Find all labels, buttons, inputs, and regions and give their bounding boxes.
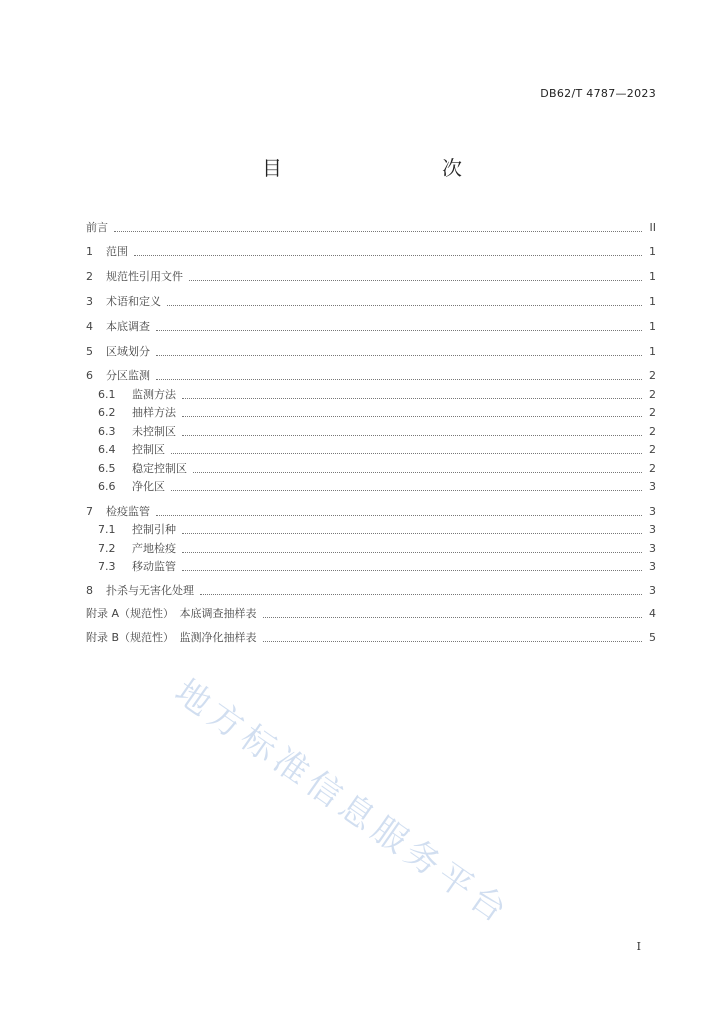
toc-leader-dots xyxy=(171,453,642,454)
toc-entry-number: 3 xyxy=(86,295,93,308)
watermark-text: 地方标准信息服务平台 xyxy=(167,671,519,934)
toc-entry-page: 3 xyxy=(649,560,656,573)
toc-entry[interactable] xyxy=(86,243,656,259)
toc-entry-label: 分区监测 xyxy=(106,369,150,382)
toc-entry-label: 控制区 xyxy=(132,443,165,456)
toc-entry-label: 前言 xyxy=(86,221,108,234)
toc-leader-dots xyxy=(193,472,642,473)
toc-entry-number: 6.3 xyxy=(98,425,116,438)
toc-entry-number: 7.3 xyxy=(98,560,116,573)
toc-entry-page: II xyxy=(649,221,656,234)
toc-entry-page: 3 xyxy=(649,584,656,597)
toc-entry[interactable] xyxy=(86,478,656,494)
toc-entry[interactable] xyxy=(86,441,656,457)
toc-entry-page: 3 xyxy=(649,480,656,493)
toc-entry-label: 控制引种 xyxy=(132,523,176,536)
toc-entry-number: 6 xyxy=(86,369,93,382)
toc-entry-page: 4 xyxy=(649,607,656,620)
toc-leader-dots xyxy=(134,255,642,256)
toc-entry-number: 7 xyxy=(86,505,93,518)
toc-entry[interactable] xyxy=(86,268,656,284)
toc-entry-number: 5 xyxy=(86,345,93,358)
toc-entry-label: 本底调查 xyxy=(106,320,150,333)
toc-entry[interactable] xyxy=(86,605,656,621)
toc-leader-dots xyxy=(182,416,642,417)
toc-leader-dots xyxy=(156,515,642,516)
toc-entry-label: 稳定控制区 xyxy=(132,462,187,475)
toc-entry-label: 区域划分 xyxy=(106,345,150,358)
toc-entry-page: 2 xyxy=(649,388,656,401)
toc-entry-label: 监测方法 xyxy=(132,388,176,401)
toc-entry[interactable] xyxy=(86,293,656,309)
toc-entry-label: 附录 B（规范性） 监测净化抽样表 xyxy=(86,631,257,644)
toc-entry[interactable] xyxy=(86,503,656,519)
toc-entry-label: 检疫监管 xyxy=(106,505,150,518)
toc-entry-page: 2 xyxy=(649,462,656,475)
toc-entry-page: 1 xyxy=(649,295,656,308)
toc-leader-dots xyxy=(200,594,642,595)
toc-entry-label: 净化区 xyxy=(132,480,165,493)
toc-entry[interactable] xyxy=(86,386,656,402)
toc-entry-number: 4 xyxy=(86,320,93,333)
toc-leader-dots xyxy=(263,641,642,642)
toc-entry-page: 2 xyxy=(649,425,656,438)
toc-entry-page: 1 xyxy=(649,320,656,333)
toc-entry[interactable] xyxy=(86,460,656,476)
toc-entry[interactable] xyxy=(86,629,656,645)
toc-entry-page: 1 xyxy=(649,245,656,258)
toc-entry-page: 2 xyxy=(649,406,656,419)
toc-entry[interactable] xyxy=(86,318,656,334)
toc-leader-dots xyxy=(182,435,642,436)
toc-entry-number: 6.6 xyxy=(98,480,116,493)
toc-entry-page: 3 xyxy=(649,542,656,555)
toc-entry-label: 规范性引用文件 xyxy=(106,270,183,283)
toc-entry-number: 6.1 xyxy=(98,388,116,401)
toc-leader-dots xyxy=(182,533,642,534)
toc-leader-dots xyxy=(171,490,642,491)
toc-entry[interactable] xyxy=(86,423,656,439)
toc-entry-page: 1 xyxy=(649,345,656,358)
toc-entry-label: 附录 A（规范性） 本底调查抽样表 xyxy=(86,607,257,620)
toc-entry[interactable] xyxy=(86,582,656,598)
toc-entry[interactable] xyxy=(86,558,656,574)
toc-entry-label: 扑杀与无害化处理 xyxy=(106,584,194,597)
toc-entry-number: 1 xyxy=(86,245,93,258)
toc-entry-number: 7.1 xyxy=(98,523,116,536)
toc-entry-page: 2 xyxy=(649,443,656,456)
toc-entry[interactable] xyxy=(86,343,656,359)
toc-entry[interactable] xyxy=(86,367,656,383)
toc-entry-number: 2 xyxy=(86,270,93,283)
toc-entry-page: 1 xyxy=(649,270,656,283)
toc-entry-number: 6.2 xyxy=(98,406,116,419)
toc-entry-label: 术语和定义 xyxy=(106,295,161,308)
toc-leader-dots xyxy=(156,379,642,380)
toc-entry[interactable] xyxy=(86,540,656,556)
toc-entry-label: 移动监管 xyxy=(132,560,176,573)
toc-entry-number: 6.4 xyxy=(98,443,116,456)
toc-leader-dots xyxy=(263,617,642,618)
toc-entry-page: 2 xyxy=(649,369,656,382)
toc-leader-dots xyxy=(182,398,642,399)
page-title: 目 次 xyxy=(262,156,502,180)
toc-entry-label: 范围 xyxy=(106,245,128,258)
toc-entry-number: 6.5 xyxy=(98,462,116,475)
toc-leader-dots xyxy=(156,355,642,356)
toc-entry-page: 3 xyxy=(649,523,656,536)
toc-entry-label: 未控制区 xyxy=(132,425,176,438)
toc-entry-label: 产地检疫 xyxy=(132,542,176,555)
toc-entry[interactable] xyxy=(86,219,656,235)
toc-entry[interactable] xyxy=(86,521,656,537)
toc-leader-dots xyxy=(182,570,642,571)
toc-leader-dots xyxy=(189,280,642,281)
toc-entry-number: 8 xyxy=(86,584,93,597)
toc-entry-page: 3 xyxy=(649,505,656,518)
toc-leader-dots xyxy=(114,231,642,232)
toc-leader-dots xyxy=(167,305,642,306)
standard-code: DB62/T 4787—2023 xyxy=(540,87,656,100)
page-number: I xyxy=(636,940,641,953)
toc-leader-dots xyxy=(156,330,642,331)
toc-entry-label: 抽样方法 xyxy=(132,406,176,419)
toc-entry-number: 7.2 xyxy=(98,542,116,555)
toc-leader-dots xyxy=(182,552,642,553)
toc-entry[interactable] xyxy=(86,404,656,420)
toc-entry-page: 5 xyxy=(649,631,656,644)
